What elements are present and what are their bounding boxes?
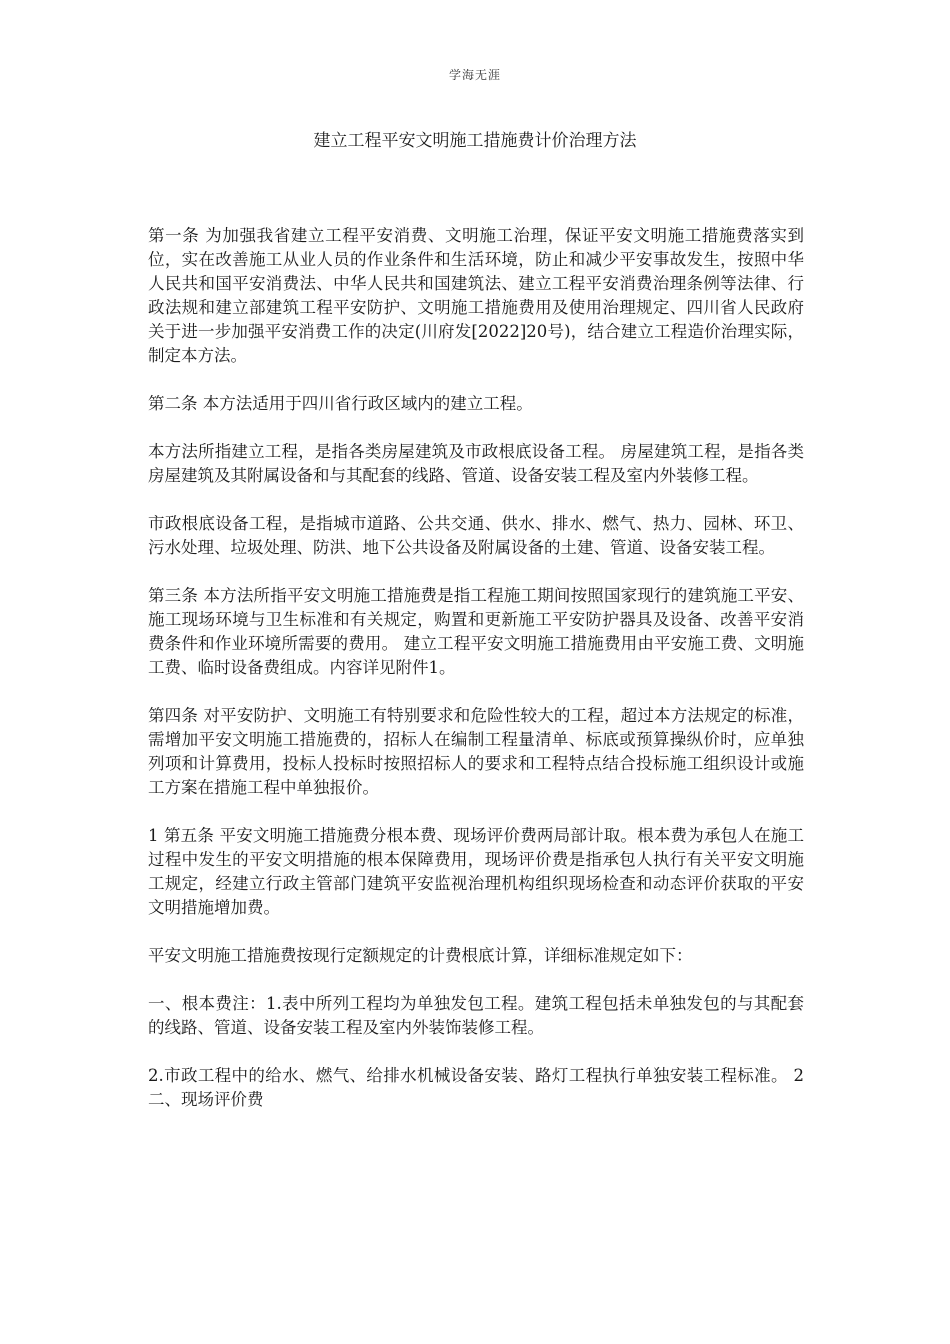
document-body	[148, 224, 804, 1136]
paragraph-municipal-definition: 市政根底设备工程，是指城市道路、公共交通、供水、排水、燃气、热力、园林、环卫、污水处理、垃圾处理、防洪、地下公共设备及附属设备的土建、管道、设备安装工程。	[148, 514, 804, 557]
paragraph-article-1: 第一条 为加强我省建立工程平安消费、文明施工治理，保证平安文明施工措施费落实到位，实在改善施工从业人员的作业条件和生活环境，防止和减少平安事故发生，按照中华人民共和国平安消费法、中华人民共和国建筑法、建立工程平安消费治理条例等法律、行政法规和建立部建筑工程平安防护、文明施工措施费用及使用治理规定、四川省人民政府关于进一步加强平安消费工作的决定(川府发[2022]20号)，结合建立工程造价治理实际，制定本方法。	[148, 226, 804, 365]
document-title: 建立工程平安文明施工措施费计价治理方法	[313, 131, 637, 151]
paragraph-article-4: 第四条 对平安防护、文明施工有特别要求和危险性较大的工程，超过本方法规定的标准，需增加平安文明施工措施费的，招标人在编制工程量清单、标底或预算操纵价时，应单独列项和计算费用，投标人投标时按照招标人的要求和工程特点结合投标施工组织设计或施工方案在措施工程中单独报价。	[148, 706, 804, 797]
paragraph-article-2: 第二条 本方法适用于四川省行政区域内的建立工程。	[148, 394, 533, 413]
paragraph-municipal-note: 2.市政工程中的给水、燃气、给排水机械设备安装、路灯工程执行单独安装工程标准。 2 二、现场评价费	[148, 1066, 804, 1109]
paragraph-scope-definition: 本方法所指建立工程，是指各类房屋建筑及市政根底设备工程。 房屋建筑工程，是指各类房屋建筑及其附属设备和与其配套的线路、管道、设备安装工程及室内外装修工程。	[148, 442, 804, 485]
paragraph-fee-basis: 平安文明施工措施费按现行定额规定的计费根底计算，详细标准规定如下：	[148, 946, 693, 965]
paragraph-article-5: 1 第五条 平安文明施工措施费分根本费、现场评价费两局部计取。根本费为承包人在施工过程中发生的平安文明措施的根本保障费用，现场评价费是指承包人执行有关平安文明施工规定，经建立行政主管部门建筑平安监视治理机构组织现场检查和动态评价获取的平安文明措施增加费。	[148, 826, 804, 917]
page-header: 学海无涯	[448, 68, 501, 82]
paragraph-basic-fee-note: 一、根本费注：1.表中所列工程均为单独发包工程。建筑工程包括未单独发包的与其配套的线路、管道、设备安装工程及室内外装饰装修工程。	[148, 994, 804, 1037]
paragraph-article-3: 第三条 本方法所指平安文明施工措施费是指工程施工期间按照国家现行的建筑施工平安、施工现场环境与卫生标准和有关规定，购置和更新施工平安防护器具及设备、改善平安消费条件和作业环境所需要的费用。 建立工程平安文明施工措施费用由平安施工费、文明施工费、临时设备费组成。内容详见附件1。	[148, 586, 804, 677]
